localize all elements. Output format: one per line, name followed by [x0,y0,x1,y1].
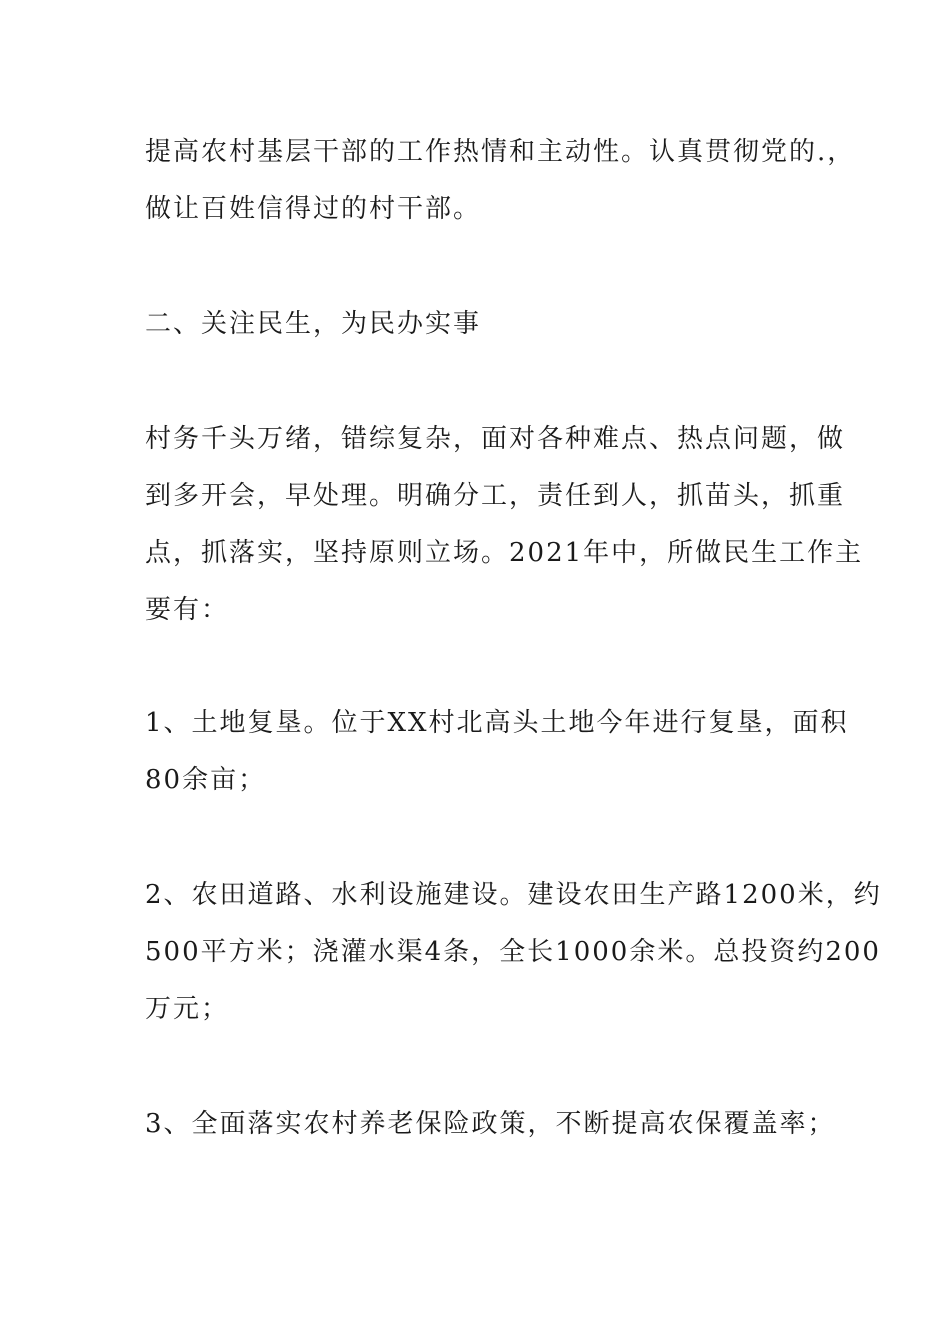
section-heading: 二、关注民生，为民办实事 [145,309,482,339]
paragraph-cadre-enthusiasm [145,124,856,238]
text-line: 2、农田道路、水利设施建设。建设农田生产路1200米，约 [145,880,882,910]
paragraph-village-affairs [145,411,864,639]
text-line: 提高农村基层干部的工作热情和主动性。认真贯彻党的.， [145,137,856,167]
section-heading-livelihood [145,296,810,353]
text-line: 做让百姓信得过的村干部。 [145,194,482,224]
text-line: 要有： [145,595,230,625]
text-line: 500平方米；浇灌水渠4条，全长1000余米。总投资约200 [145,937,881,967]
list-item-pension-insurance [145,1096,836,1153]
text-line: 点，抓落实，坚持原则立场。2021年中，所做民生工作主 [145,538,864,568]
text-line: 3、全面落实农村养老保险政策，不断提高农保覆盖率； [145,1109,836,1139]
list-item-farmland-roads [145,867,882,1038]
text-line: 村务千头万绪，错综复杂，面对各种难点、热点问题，做 [145,424,846,454]
text-line: 1、土地复垦。位于XX村北高头土地今年进行复垦，面积 [145,708,849,738]
list-item-land-reclamation [145,695,849,809]
text-line: 万元； [145,994,230,1024]
text-line: 到多开会，早处理。明确分工，责任到人，抓苗头，抓重 [145,481,846,511]
text-line: 80余亩； [145,765,267,795]
